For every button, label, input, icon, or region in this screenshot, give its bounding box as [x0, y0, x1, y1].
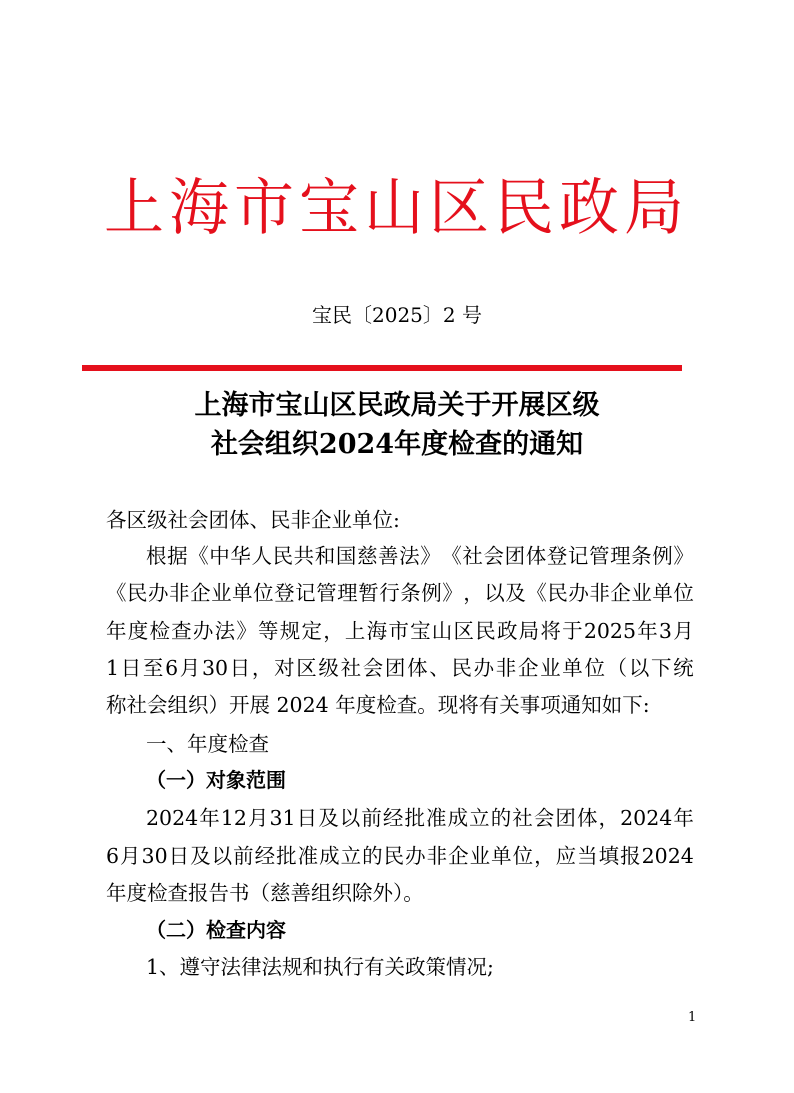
text-glyph: 中	[209, 544, 230, 568]
text-glyph: 度	[127, 619, 149, 643]
text-glyph: 记	[295, 581, 316, 605]
text-glyph: 登	[274, 581, 295, 605]
text-glyph: ，	[463, 581, 484, 605]
text-glyph: 位	[253, 581, 274, 605]
text-glyph: 位	[512, 844, 534, 868]
org-header-char: 上	[104, 172, 164, 244]
text-glyph: 单	[652, 581, 673, 605]
text-glyph: 法	[399, 544, 420, 568]
text-glyph: 的	[362, 844, 383, 868]
text-glyph: 6	[106, 844, 120, 868]
paragraph-line: 称社会组织）开展 2024 年度检查。现将有关事项通知如下:	[106, 693, 650, 717]
org-header-char: 海	[169, 172, 229, 244]
text-glyph: 批	[276, 844, 297, 868]
text-glyph: 2024	[620, 806, 673, 830]
title-line-2: 社会组织2024年度检查的通知	[210, 429, 584, 460]
text-glyph: 市	[388, 619, 409, 643]
text-glyph: 准	[297, 844, 319, 868]
text-glyph: 日	[296, 806, 318, 830]
text-glyph: 年	[673, 806, 694, 830]
text-glyph: 的	[490, 806, 512, 830]
text-glyph: 民	[451, 656, 472, 680]
text-glyph: 慈	[356, 544, 378, 568]
text-glyph: 对	[274, 656, 295, 680]
text-glyph: 非	[169, 581, 190, 605]
org-header-char: 局	[624, 172, 684, 244]
text-glyph: 业	[540, 656, 561, 680]
text-glyph: 检	[149, 619, 170, 643]
text-glyph: 条	[631, 544, 652, 568]
text-glyph: 据	[167, 544, 188, 568]
text-glyph: 非	[495, 656, 517, 680]
text-glyph: 和	[314, 544, 336, 568]
text-glyph: 及	[318, 806, 339, 830]
text-glyph: 月	[673, 619, 694, 643]
text-glyph: 海	[366, 619, 388, 643]
org-header-char: 市	[234, 172, 294, 244]
paragraph-line	[146, 801, 694, 835]
text-glyph: 体	[407, 656, 428, 680]
text-glyph: 经	[254, 844, 276, 868]
text-glyph: ，	[534, 844, 555, 868]
text-glyph: 民	[547, 581, 568, 605]
text-glyph: 3	[658, 619, 672, 643]
text-glyph: 宝	[410, 619, 431, 643]
text-glyph: ，	[251, 656, 273, 680]
org-header-char: 政	[559, 172, 619, 244]
paragraph-line	[106, 839, 694, 873]
title-line-1: 上海市宝山区民政局关于开展区级	[194, 390, 600, 421]
text-glyph: 日	[229, 656, 251, 680]
text-glyph: 立	[469, 806, 490, 830]
text-glyph: 以	[628, 656, 650, 680]
text-glyph: 办	[192, 619, 214, 643]
red-rule	[82, 365, 682, 371]
text-glyph: 登	[546, 544, 568, 568]
text-glyph: 办	[405, 844, 426, 868]
text-glyph: 民	[475, 619, 496, 643]
text-glyph: ，	[323, 619, 344, 643]
doc-number: 宝民〔2025〕2 号	[312, 303, 482, 327]
text-glyph: 管	[588, 544, 610, 568]
text-glyph: 2024	[641, 844, 694, 868]
text-glyph: 下	[650, 656, 672, 680]
text-glyph: 社	[462, 544, 483, 568]
text-glyph: 善	[378, 544, 399, 568]
text-glyph: 团	[384, 656, 406, 680]
text-glyph: 团	[504, 544, 526, 568]
text-glyph: 月	[179, 656, 201, 680]
org-header-char: 民	[494, 172, 554, 244]
text-glyph: 上	[344, 619, 366, 643]
text-glyph: 办	[568, 581, 589, 605]
text-glyph: 民	[127, 581, 148, 605]
text-glyph: 企	[448, 844, 469, 868]
text-glyph: 记	[567, 544, 589, 568]
text-glyph: 行	[379, 581, 400, 605]
text-glyph: 应	[555, 844, 577, 868]
text-glyph: 根	[146, 544, 167, 568]
text-glyph: 、	[429, 656, 450, 680]
text-glyph: 位	[673, 581, 694, 605]
text-glyph: 法	[214, 619, 236, 643]
text-glyph: 《	[106, 581, 127, 605]
section-heading: 一、年度检查	[146, 732, 269, 756]
org-header-char: 区	[429, 172, 489, 244]
org-header-char: 宝	[299, 172, 359, 244]
text-glyph: 规	[279, 619, 301, 643]
text-glyph: 例	[652, 544, 673, 568]
text-glyph: 查	[171, 619, 192, 643]
text-glyph: 非	[426, 844, 448, 868]
text-glyph: 年	[199, 806, 220, 830]
text-glyph: 》	[442, 581, 463, 605]
paragraph-line	[106, 614, 694, 648]
text-glyph: 》	[236, 619, 257, 643]
text-glyph: 理	[610, 544, 631, 568]
text-glyph: 1	[106, 656, 120, 680]
text-glyph: 准	[426, 806, 447, 830]
text-glyph: 至	[142, 656, 164, 680]
text-glyph: 批	[404, 806, 425, 830]
text-glyph: 办	[148, 581, 169, 605]
text-glyph: 经	[382, 806, 404, 830]
text-glyph: 会	[533, 806, 555, 830]
text-glyph: 体	[525, 544, 547, 568]
text-glyph: （	[606, 656, 628, 680]
text-glyph: 条	[400, 581, 421, 605]
text-glyph: 《	[188, 544, 209, 568]
org-header	[104, 167, 684, 249]
list-item: 1、遵守法律法规和执行有关政策情况;	[146, 955, 494, 979]
text-glyph: 单	[491, 844, 512, 868]
text-glyph: 日	[168, 844, 190, 868]
subsection-heading: （二）检查内容	[146, 918, 286, 942]
text-glyph: 民	[272, 544, 294, 568]
text-glyph: 年	[106, 619, 127, 643]
text-glyph: 区	[453, 619, 474, 643]
text-glyph: 单	[562, 656, 583, 680]
text-glyph: 暂	[358, 581, 379, 605]
text-glyph: 山	[431, 619, 453, 643]
paragraph-line	[106, 576, 694, 610]
text-glyph: 前	[361, 806, 382, 830]
text-glyph: 填	[598, 844, 620, 868]
text-glyph: 企	[190, 581, 211, 605]
text-glyph: 于	[562, 619, 583, 643]
text-glyph: 30	[141, 844, 168, 868]
text-glyph: 级	[318, 656, 339, 680]
text-glyph: ，	[598, 806, 620, 830]
text-glyph: 31	[269, 806, 296, 830]
text-glyph: 业	[469, 844, 491, 868]
text-glyph: 以	[211, 844, 233, 868]
text-glyph: 》	[420, 544, 441, 568]
subsection-heading: （一）对象范围	[146, 768, 286, 792]
text-glyph: 区	[296, 656, 317, 680]
text-glyph: 当	[577, 844, 598, 868]
text-glyph: 成	[319, 844, 340, 868]
text-glyph: 华	[230, 544, 251, 568]
text-glyph: 体	[576, 806, 598, 830]
text-glyph: 局	[518, 619, 540, 643]
text-glyph: 人	[251, 544, 272, 568]
text-glyph: 团	[555, 806, 576, 830]
text-glyph: 统	[673, 656, 694, 680]
text-glyph: 民	[383, 844, 405, 868]
text-glyph: 及	[505, 581, 526, 605]
text-glyph: 理	[337, 581, 358, 605]
text-glyph: 及	[190, 844, 211, 868]
text-glyph: 社	[512, 806, 533, 830]
text-glyph: 以	[339, 806, 361, 830]
text-glyph: 前	[233, 844, 254, 868]
text-glyph: 12	[220, 806, 247, 830]
text-glyph: 《	[441, 544, 462, 568]
text-glyph: 单	[232, 581, 253, 605]
text-glyph: 会	[483, 544, 504, 568]
text-glyph: 业	[211, 581, 232, 605]
text-glyph: 日	[120, 656, 142, 680]
text-glyph: 》	[673, 544, 694, 568]
text-glyph: 会	[362, 656, 384, 680]
page-number: 1	[688, 1010, 697, 1025]
text-glyph: 国	[335, 544, 357, 568]
text-glyph: 管	[316, 581, 337, 605]
text-glyph: 位	[584, 656, 605, 680]
paragraph-line	[146, 539, 694, 573]
text-glyph: 企	[610, 581, 631, 605]
text-glyph: 月	[120, 844, 141, 868]
org-header-char: 山	[364, 172, 424, 244]
salutation: 各区级社会团体、民非企业单位:	[106, 508, 400, 532]
text-glyph: 定	[301, 619, 322, 643]
text-glyph: 业	[631, 581, 652, 605]
text-glyph: 《	[526, 581, 547, 605]
text-glyph: 例	[421, 581, 442, 605]
text-glyph: 等	[258, 619, 279, 643]
text-glyph: 月	[247, 806, 269, 830]
text-glyph: 将	[540, 619, 561, 643]
text-glyph: 报	[620, 844, 641, 868]
text-glyph: 社	[340, 656, 362, 680]
text-glyph: 立	[340, 844, 362, 868]
text-glyph: 以	[484, 581, 505, 605]
paragraph-line	[106, 651, 694, 685]
text-glyph: 成	[447, 806, 469, 830]
text-glyph: 6	[165, 656, 179, 680]
text-glyph: 2024	[146, 806, 199, 830]
text-glyph: 30	[201, 656, 229, 680]
text-glyph: 政	[496, 619, 518, 643]
paragraph-line: 年度检查报告书（慈善组织除外）。	[106, 881, 424, 905]
text-glyph: 企	[517, 656, 539, 680]
text-glyph: 共	[293, 544, 315, 568]
text-glyph: 办	[473, 656, 495, 680]
text-glyph: 2025	[583, 619, 636, 643]
text-glyph: 年	[637, 619, 658, 643]
text-glyph: 非	[589, 581, 610, 605]
